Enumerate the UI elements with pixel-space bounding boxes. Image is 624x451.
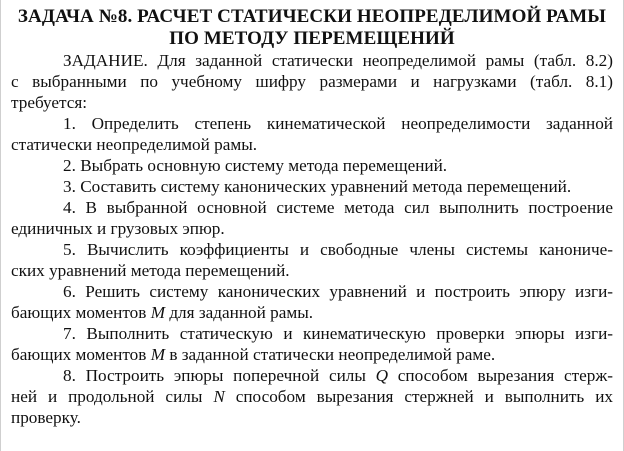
- task-item-1: [11, 113, 613, 155]
- task-item-4-line-2: единичных и грузовых эпюр.: [11, 219, 225, 238]
- axial-force-symbol: N: [213, 387, 225, 406]
- task-item-6-text-b: для заданной рамы.: [165, 303, 314, 322]
- task-item-8: [11, 365, 613, 428]
- task-item-8-line-3: проверку.: [11, 408, 81, 427]
- task-item-1-line-2: статически неопределимой рамы.: [11, 135, 258, 154]
- intro-line-1: ЗАДАНИЕ. Для заданной статически неопределимой рамы (табл. 8.2): [63, 51, 613, 70]
- page-title: [11, 4, 613, 50]
- task-item-4: [11, 197, 613, 239]
- task-item-7-text-b: в заданной статически неопределимой раме.: [165, 345, 496, 364]
- task-item-3-line-1: 3. Составить систему канонических уравнений метода перемещений.: [63, 177, 572, 196]
- intro-line-2: с выбранными по учебному шифру размерами и нагрузками (табл. 8.1): [11, 72, 613, 91]
- task-item-8-text-b: способом вырезания стерж-: [388, 366, 613, 385]
- assignment-intro: [11, 50, 613, 113]
- task-item-6: [11, 281, 613, 323]
- task-item-6-line-1: 6. Решить систему канонических уравнений и построить эпюру изги-: [63, 282, 613, 301]
- task-item-5-line-2: ских уравнений метода перемещений.: [11, 261, 290, 280]
- shear-force-symbol: Q: [375, 366, 389, 385]
- task-item-8-text-c: ней и продольной силы: [11, 387, 214, 406]
- task-item-5-line-1: 5. Вычислить коэффициенты и свободные члены системы канониче-: [63, 240, 613, 259]
- task-item-3: [11, 176, 613, 197]
- task-item-8-line-2: [11, 386, 613, 407]
- title-line-2: ПО МЕТОДУ ПЕРЕМЕЩЕНИЙ: [169, 28, 455, 49]
- moment-symbol: M: [150, 345, 166, 364]
- task-item-8-line-1: [11, 365, 613, 386]
- task-item-6-line-2: [11, 302, 613, 323]
- task-item-2: [11, 155, 613, 176]
- task-item-1-line-1: 1. Определить степень кинематической неопределимости заданной: [63, 114, 613, 133]
- title-line-1: ЗАДАЧА №8. РАСЧЕТ СТАТИЧЕСКИ НЕОПРЕДЕЛИМОЙ РАМЫ: [17, 6, 607, 27]
- intro-line-3: требуется:: [11, 93, 88, 112]
- task-item-6-text-a: бающих моментов: [11, 303, 151, 322]
- task-item-8-text-a: 8. Построить эпюры поперечной силы: [63, 366, 376, 385]
- task-item-5: [11, 239, 613, 281]
- task-item-4-line-1: 4. В выбранной основной системе метода сил выполнить построение: [63, 198, 613, 217]
- task-item-7-line-2: [11, 344, 613, 365]
- task-item-2-line-1: 2. Выбрать основную систему метода перемещений.: [63, 156, 448, 175]
- task-item-7-text-a: бающих моментов: [11, 345, 151, 364]
- task-item-8-text-d: способом вырезания стержней и выполнить их: [224, 387, 613, 406]
- task-item-7-line-1: 7. Выполнить статическую и кинематическую проверки эпюры изги-: [63, 324, 613, 343]
- moment-symbol: M: [150, 303, 166, 322]
- task-item-7: [11, 323, 613, 365]
